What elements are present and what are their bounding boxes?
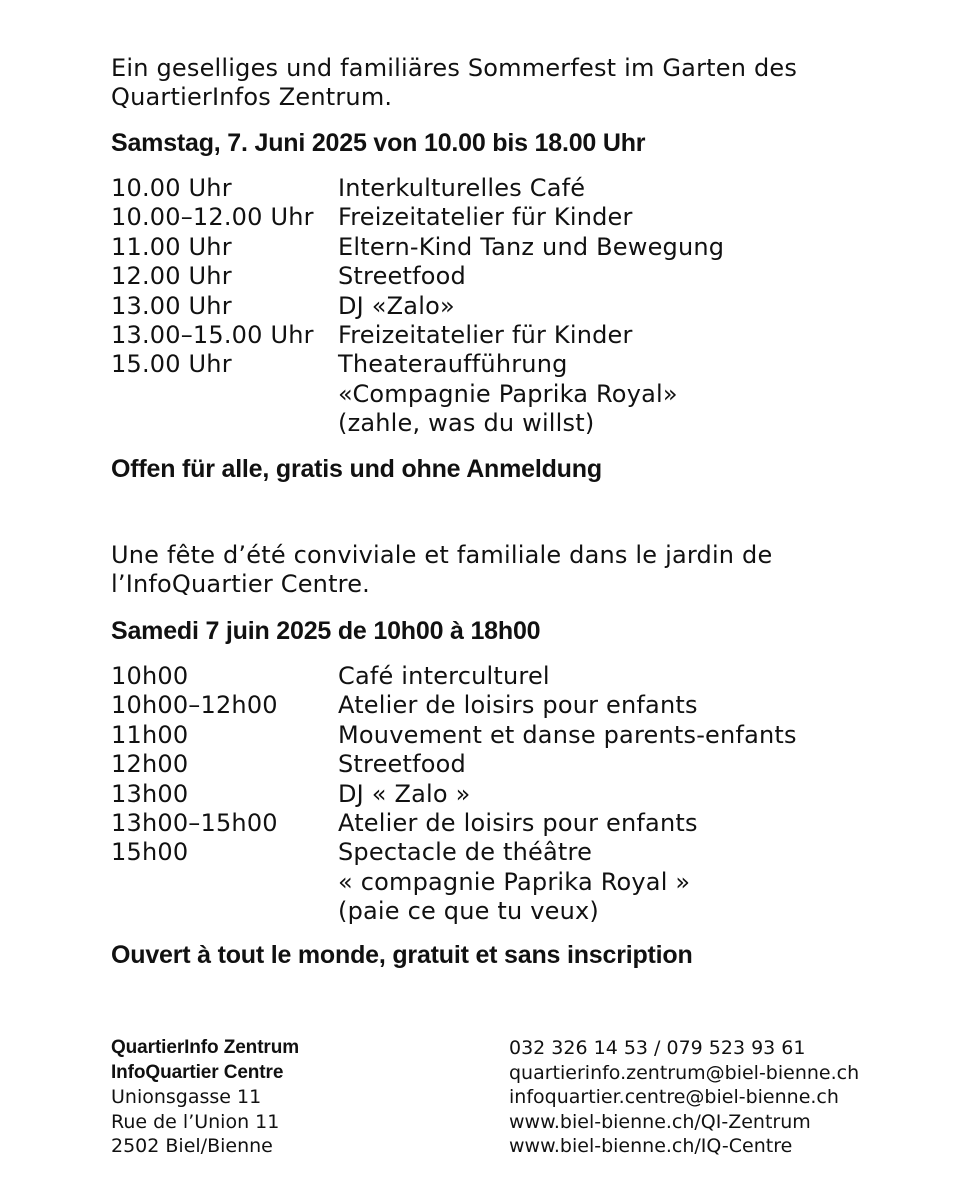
date-heading-fr: Samedi 7 juin 2025 de 10h00 à 18h00 bbox=[111, 617, 541, 645]
schedule-event: Café interculturel bbox=[338, 662, 550, 690]
schedule-time: 13h00–15h00 bbox=[111, 809, 278, 838]
schedule-time: 12.00 Uhr bbox=[111, 262, 232, 291]
schedule-event: Theateraufführung bbox=[338, 350, 568, 379]
schedule-row bbox=[111, 750, 911, 779]
schedule-row bbox=[111, 838, 911, 867]
schedule-event: Freizeitatelier für Kinder bbox=[338, 321, 633, 350]
intro-fr: Une fête d’été conviviale et familiale dans le jardin de l’InfoQuartier Centre. bbox=[111, 541, 773, 598]
schedule-event: (paie ce que tu veux) bbox=[338, 897, 599, 926]
schedule-event: Spectacle de théâtre bbox=[338, 838, 593, 867]
schedule-event: Streetfood bbox=[338, 262, 466, 291]
schedule-event: Atelier de loisirs pour enfants bbox=[338, 809, 698, 838]
schedule-time: 15.00 Uhr bbox=[111, 350, 232, 379]
schedule-event: Freizeitatelier für Kinder bbox=[338, 203, 633, 232]
schedule-event: Streetfood bbox=[338, 750, 466, 779]
schedule-row bbox=[111, 897, 911, 926]
schedule-time: 11h00 bbox=[111, 720, 189, 749]
schedule-event: Atelier de loisirs pour enfants bbox=[338, 691, 698, 720]
schedule-time bbox=[111, 380, 338, 409]
schedule-time: 13.00–15.00 Uhr bbox=[111, 321, 314, 350]
schedule-time: 13.00 Uhr bbox=[111, 291, 232, 320]
schedule-time: 10h00–12h00 bbox=[111, 691, 278, 720]
phone-numbers: 032 326 14 53 / 079 523 93 61 bbox=[509, 1037, 806, 1059]
schedule-time: 15h00 bbox=[111, 838, 189, 867]
schedule-event: DJ « Zalo » bbox=[338, 779, 471, 808]
email-link-de[interactable]: quartierinfo.zentrum@biel-bienne.ch bbox=[509, 1061, 860, 1084]
schedule-time: 13h00 bbox=[111, 779, 189, 808]
footer-address-block bbox=[111, 1036, 491, 1159]
schedule-time bbox=[111, 409, 338, 438]
schedule-row bbox=[111, 292, 911, 321]
schedule-event: « compagnie Paprika Royal » bbox=[338, 867, 691, 896]
schedule-row bbox=[111, 662, 911, 691]
intro-de: Ein geselliges und familiäres Sommerfest im Garten des QuartierInfos Zentrum. bbox=[111, 54, 798, 111]
schedule-event: «Compagnie Paprika Royal» bbox=[338, 379, 678, 408]
schedule-time: 10h00 bbox=[111, 662, 189, 690]
schedule-event: (zahle, was du willst) bbox=[338, 409, 595, 438]
schedule-row bbox=[111, 868, 911, 897]
closing-de: Offen für alle, gratis und ohne Anmeldung bbox=[111, 455, 602, 483]
schedule-time: 12h00 bbox=[111, 750, 189, 779]
schedule-row bbox=[111, 691, 911, 720]
schedule-row bbox=[111, 233, 911, 262]
website-link-fr[interactable]: www.biel-bienne.ch/IQ-Centre bbox=[509, 1135, 793, 1157]
schedule-fr bbox=[111, 662, 911, 927]
closing-fr: Ouvert à tout le monde, gratuit et sans inscription bbox=[111, 941, 693, 969]
schedule-de bbox=[111, 174, 911, 439]
date-heading-de: Samstag, 7. Juni 2025 von 10.00 bis 18.00 Uhr bbox=[111, 129, 646, 157]
schedule-row bbox=[111, 721, 911, 750]
schedule-event: Mouvement et danse parents-enfants bbox=[338, 720, 797, 749]
schedule-row bbox=[111, 809, 911, 838]
schedule-row bbox=[111, 203, 911, 232]
schedule-row bbox=[111, 409, 911, 438]
org-name-fr: InfoQuartier Centre bbox=[111, 1061, 284, 1083]
schedule-row bbox=[111, 780, 911, 809]
schedule-row bbox=[111, 174, 911, 203]
schedule-event: Eltern-Kind Tanz und Bewegung bbox=[338, 232, 725, 261]
address-line: Rue de l’Union 11 bbox=[111, 1110, 280, 1133]
schedule-time bbox=[111, 897, 338, 926]
schedule-time: 10.00–12.00 Uhr bbox=[111, 203, 314, 232]
schedule-event: Interkulturelles Café bbox=[338, 174, 586, 202]
schedule-row bbox=[111, 262, 911, 291]
schedule-time: 10.00 Uhr bbox=[111, 174, 232, 202]
schedule-event: DJ «Zalo» bbox=[338, 291, 455, 320]
email-link-fr[interactable]: infoquartier.centre@biel-bienne.ch bbox=[509, 1086, 839, 1108]
schedule-time: 11.00 Uhr bbox=[111, 232, 232, 261]
schedule-row bbox=[111, 380, 911, 409]
schedule-row bbox=[111, 350, 911, 379]
footer-contact-block bbox=[509, 1036, 929, 1159]
website-link-de[interactable]: www.biel-bienne.ch/QI-Zentrum bbox=[509, 1110, 811, 1133]
address-line: 2502 Biel/Bienne bbox=[111, 1135, 273, 1157]
org-name-de: QuartierInfo Zentrum bbox=[111, 1037, 300, 1058]
address-line: Unionsgasse 11 bbox=[111, 1086, 262, 1108]
schedule-row bbox=[111, 321, 911, 350]
schedule-time bbox=[111, 868, 338, 897]
